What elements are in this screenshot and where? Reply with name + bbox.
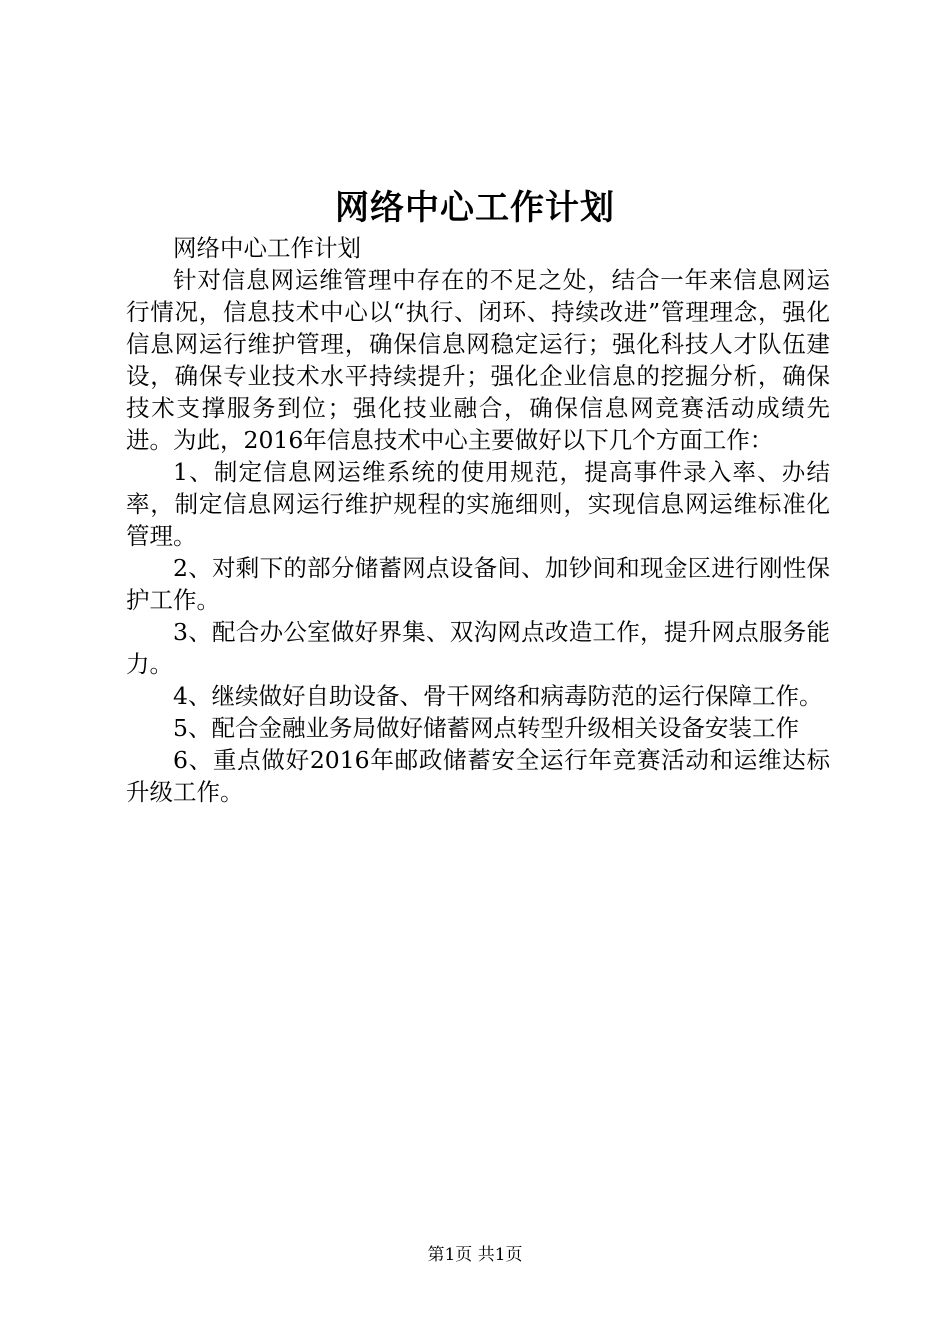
document-body	[126, 232, 830, 808]
paragraph-item-6: 6、重点做好2016年邮政储蓄安全运行年竞赛活动和运维达标升级工作。	[126, 746, 830, 806]
paragraph-subtitle: 网络中心工作计划	[173, 234, 361, 262]
paragraph-item-3: 3、配合办公室做好界集、双沟网点改造工作，提升网点服务能力。	[126, 618, 830, 678]
paragraph-item-2: 2、对剩下的部分储蓄网点设备间、加钞间和现金区进行刚性保护工作。	[126, 554, 830, 614]
document-title: 网络中心工作计划	[335, 188, 615, 228]
page-footer: 第1页 共1页	[427, 1245, 523, 1265]
paragraph-item-1: 1、制定信息网运维系统的使用规范，提高事件录入率、办结率，制定信息网运行维护规程的实施细则，实现信息网运维标准化管理。	[126, 458, 830, 550]
paragraph-item-5: 5、配合金融业务局做好储蓄网点转型升级相关设备安装工作	[173, 714, 799, 742]
paragraph-intro: 针对信息网运维管理中存在的不足之处，结合一年来信息网运行情况，信息技术中心以“执行、闭环、持续改进”管理理念，强化信息网运行维护管理，确保信息网稳定运行；强化科技人才队伍建设，确保专业技术水平持续提升；强化企业信息的挖掘分析，确保技术支撑服务到位；强化技业融合，确保信息网竞赛活动成绩先进。为此，2016年信息技术中心主要做好以下几个方面工作：	[126, 266, 830, 454]
paragraph-item-4: 4、继续做好自助设备、骨干网络和病毒防范的运行保障工作。	[173, 682, 823, 710]
